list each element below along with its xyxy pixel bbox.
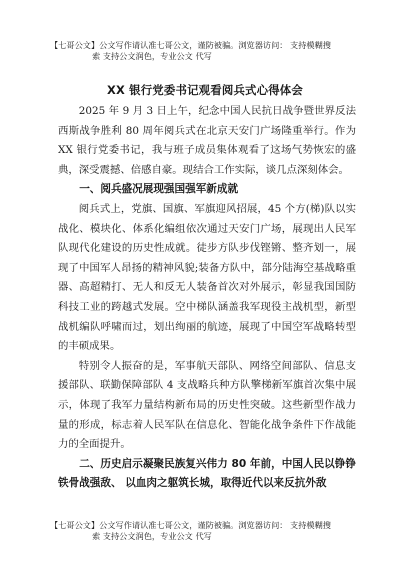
footer-note-line-2: 索 支持公文润色，专业公文 代写 xyxy=(92,531,212,541)
section-heading-2: 二、历史启示凝聚民族复兴伟力 80 年前，中国人民以铮铮铁骨战强敌、 以血肉之躯筑长城，取得近代以来反抗外敌 xyxy=(58,457,356,490)
section-heading-1: 一、阅兵盛况展现强国强军新成就 xyxy=(79,183,239,196)
header-note-line-2: 索 支持公文润色，专业公文 代写 xyxy=(92,51,212,61)
header-note-line-1: 【七哥公文】公文写作请认准七哥公文，谨防被骗。浏览器访问： 支持模糊搜 xyxy=(50,40,331,50)
footer-note-line-1: 【七哥公文】公文写作请认准七哥公文，谨防被骗。浏览器访问： 支持模糊搜 xyxy=(50,520,331,530)
header-watermark-note xyxy=(50,40,380,62)
section1-paragraph-2: 特别令人振奋的是，军事航天部队、网络空间部队、信息支援部队、联勤保障部队 4 支战略兵种方队擎梯新军旗首次集中展示，体现了我军力量结构新布局的历史性突破。这些新型作战力量的形成，标志着人民军队在信息化、智能化战争条件下作战能力的全面提升。 xyxy=(58,359,356,451)
document-title: XX 银行党委书记观看阅兵式心得体会 xyxy=(107,83,303,97)
intro-paragraph: 2025 年 9 月 3 日上午，纪念中国人民抗日战争暨世界反法 西斯战争胜利 80 周年阅兵式在北京天安门广场隆重举行。作为XX 银行党委书记，我与班子成员集体观看了这场气势恢宏的盛 典，深受震撼、倍感自豪。现结合工作实际，谈几点深刻体会。 xyxy=(58,105,356,176)
footer-watermark-note xyxy=(50,520,380,542)
section1-paragraph-1: 阅兵式上，党旗、国旗、军旗迎风招展，45 个方(梯)队以实战化、模块化、体系化编组依次通过天安门广场，展现出人民军队现代化建设的历史性成就。徒步方队步伐铿锵、整齐划一，展现了中国军人昂扬的精神风貌;装备方队中，部分陆海空基战略重器、高超精打、无人和反无人装备首次对外展示，彰显我国国防科技工业的跨越式发展。空中梯队涵盖我军现役主战机型，新型战机编队呼啸而过，划出绚丽的航迹，展现了中国空军战略转型的丰硕成果。 xyxy=(58,202,356,353)
document-body xyxy=(58,102,356,494)
